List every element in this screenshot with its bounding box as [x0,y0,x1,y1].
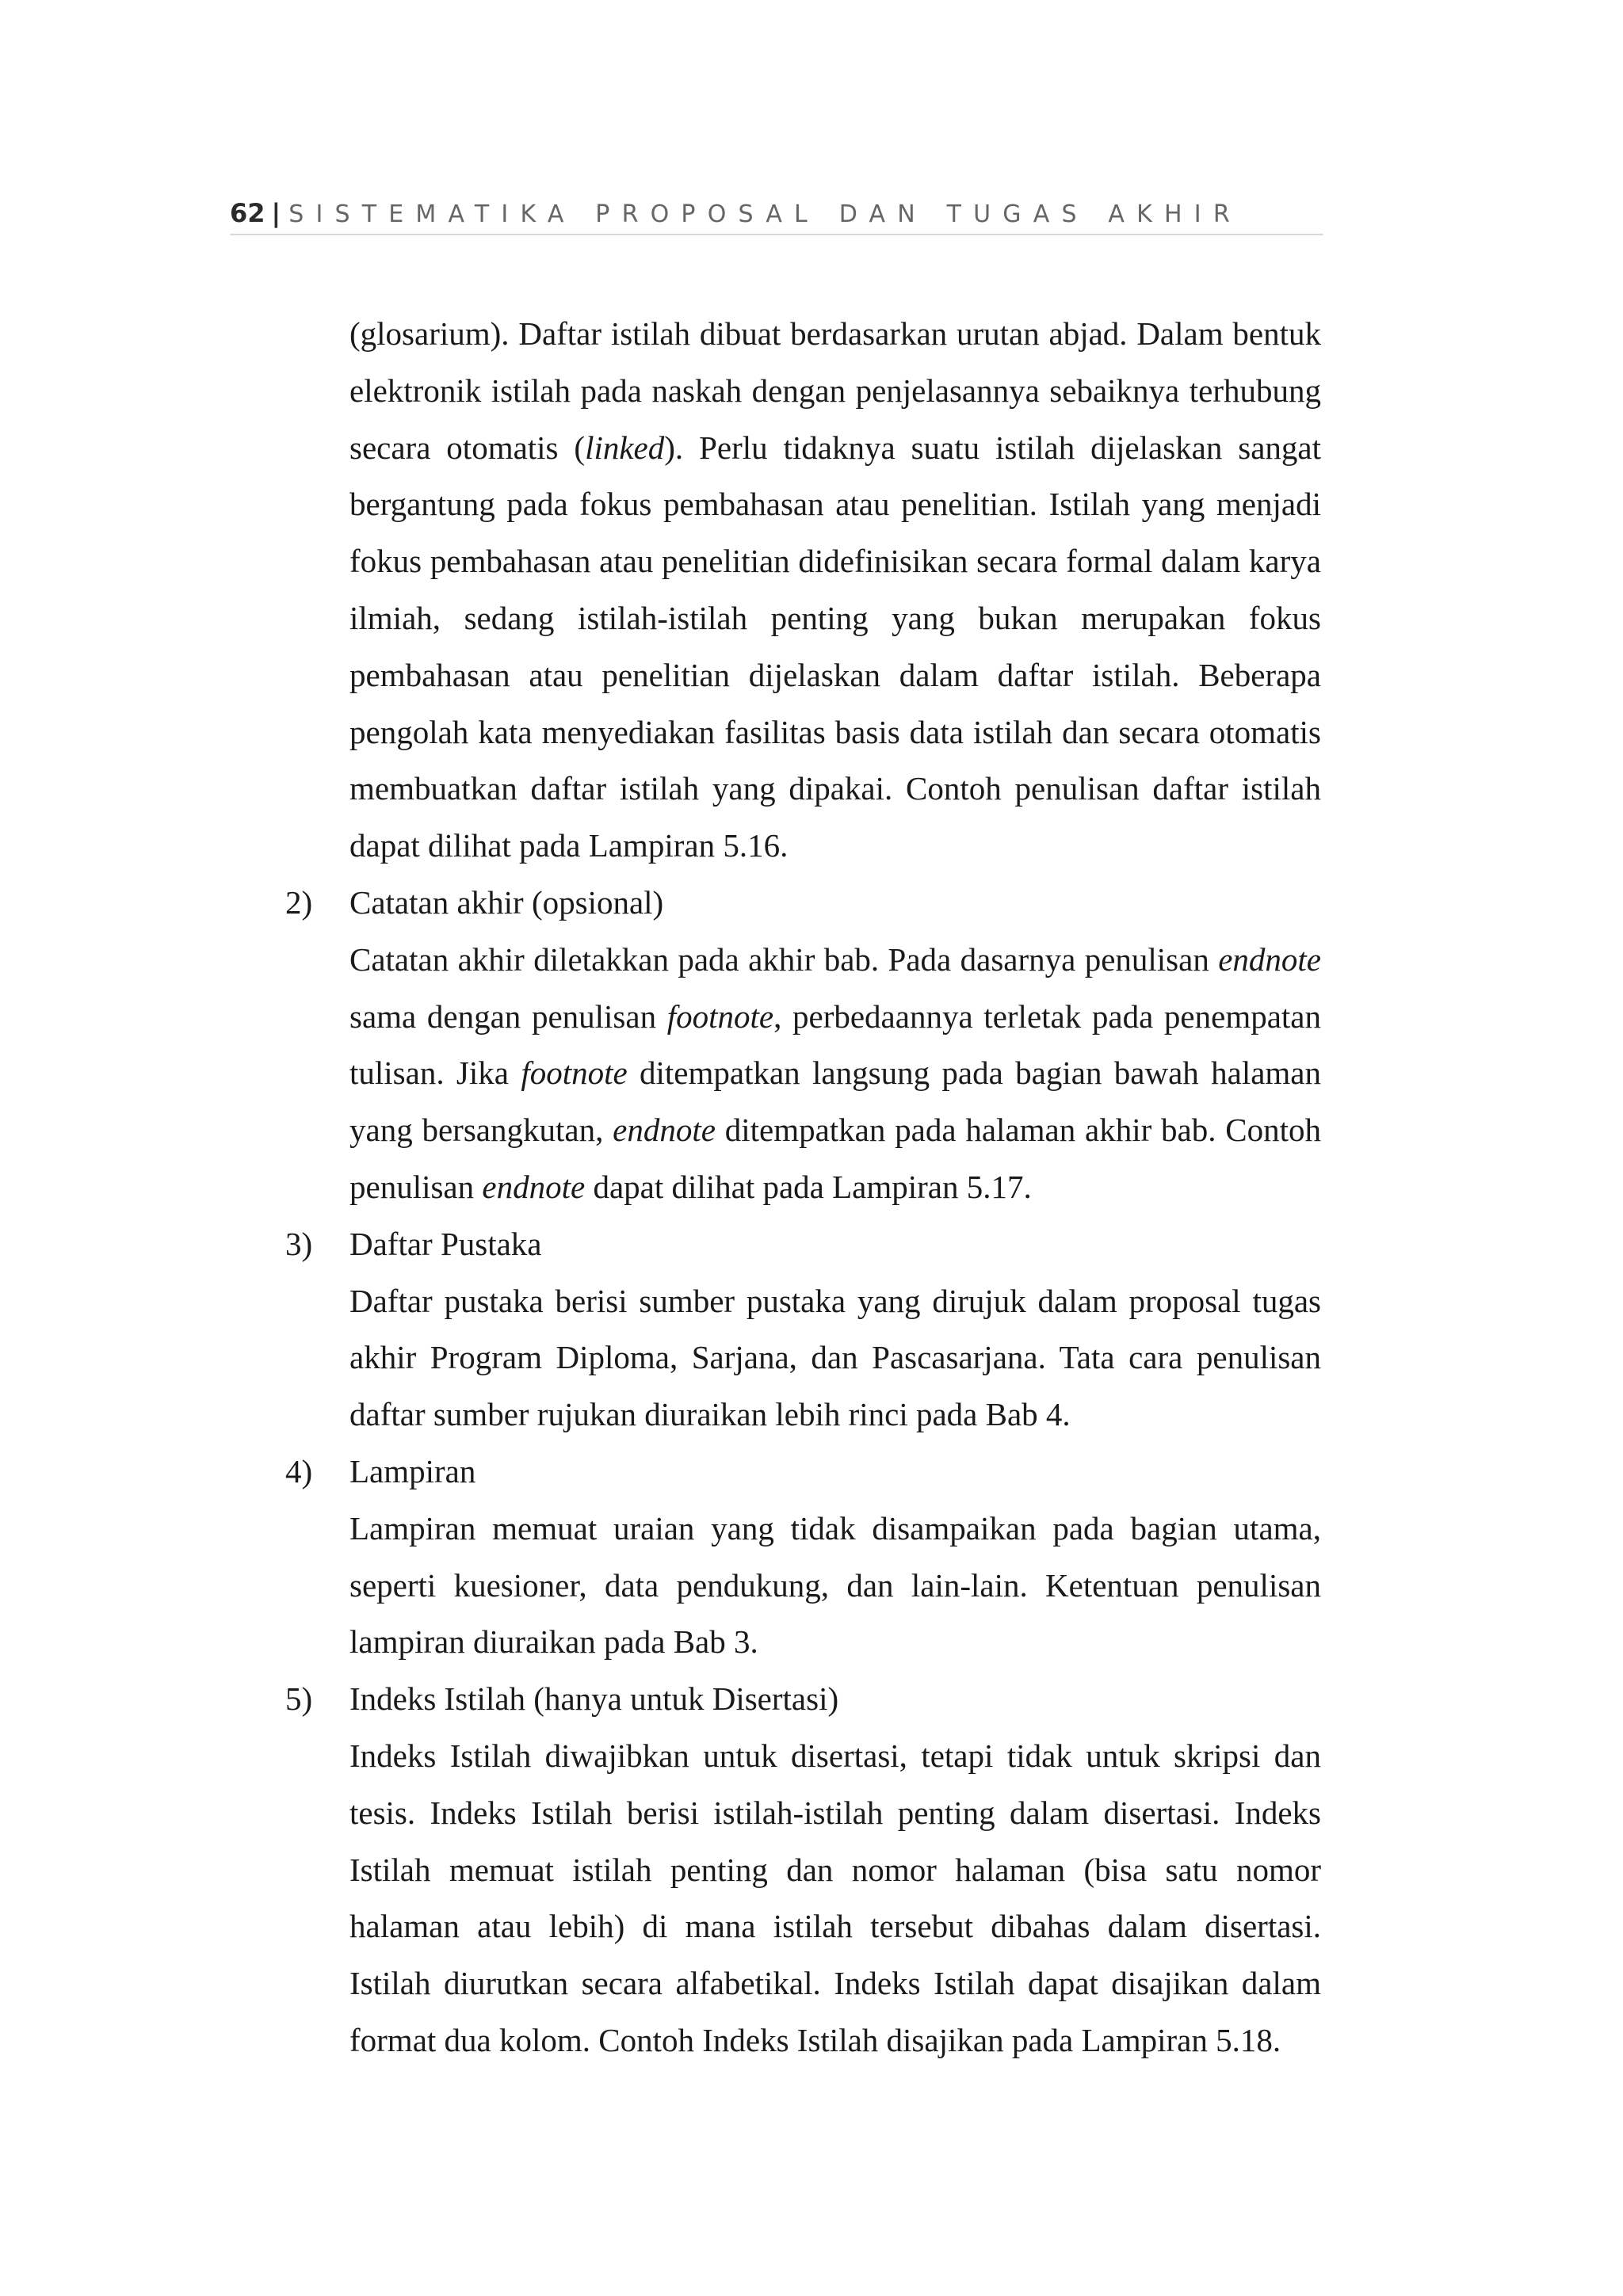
list-item-body: Lampiran memuat uraian yang tidak disampaikan pada bagian utama, seperti kuesioner, data pendukung, dan lain-lain. Ketentuan penulisan lampiran diuraikan pada Bab 3. [349,1509,1321,1661]
italic-term: footnote [521,1055,628,1092]
list-item-body: Indeks Istilah diwajibkan untuk disertasi, tetapi tidak untuk skripsi dan tesis. Indeks Istilah berisi istilah-istilah penting dalam disertasi. Indeks Istilah memuat istilah penting dan nomor halaman (bisa satu nomor halaman atau lebih) di mana istilah tersebut dibahas dalam disertasi. Istilah diurutkan secara alfabetikal. Indeks Istilah dapat disajikan dalam format dua kolom. Contoh Indeks Istilah disajikan pada Lampiran 5.18. [349,1737,1321,2058]
running-title: SISTEMATIKA PROPOSAL DAN TUGAS AKHIR [288,200,1242,228]
list-item-title: Catatan akhir (opsional) [349,883,664,921]
list-item-number: 4) [285,1452,313,1489]
list-item-number: 2) [285,883,313,921]
intro-italic-term: linked [585,429,665,466]
italic-term: endnote [613,1112,716,1149]
body-text-run: , perbedaannya terletak pada penempatan tulisan. Jika [349,997,1321,1092]
list-item-body: Daftar pustaka berisi sumber pustaka yang dirujuk dalam proposal tugas akhir Program Diploma, Sarjana, dan Pascasarjana. Tata cara penulisan daftar sumber rujukan diuraikan lebih rinci pada Bab 4. [349,1282,1321,1433]
running-header [230,193,1323,233]
intro-text-continued: ). Perlu tidaknya suatu istilah dijelaskan sangat bergantung pada fokus pembahasan atau penelitian. Istilah yang menjadi fokus pembahasan atau penelitian didefinisikan secara formal dalam karya ilmiah, sedang istilah-istilah penting yang bukan merupakan fokus pembahasan atau penelitian dijelaskan dalam daftar istilah. Beberapa pengolah kata menyediakan fasilitas basis data istilah dan secara otomatis membuatkan daftar istilah yang dipakai. Contoh penulisan daftar istilah dapat dilihat pada Lampiran 5.16. [349,429,1321,864]
intro-text: (glosarium). Daftar istilah dibuat berdasarkan urutan abjad. Dalam bentuk elektronik istilah pada naskah dengan penjelasannya sebaiknya terhubung secara otomatis ( [349,315,1321,466]
list-item-title: Lampiran [349,1452,476,1489]
list-item-heading [285,1216,1321,1273]
body-text-run: ditempatkan langsung pada bagian bawah halaman yang bersangkutan, [349,1055,1322,1149]
body-text [0,306,1623,2069]
list-item-title: Daftar Pustaka [349,1225,542,1262]
header-rule [230,234,1323,235]
italic-term: endnote [482,1168,586,1205]
body-text-run: Catatan akhir diletakkan pada akhir bab. Pada dasarnya penulisan [349,940,1219,978]
list-item-heading [285,1671,1321,1728]
list-item-body [349,932,1321,1216]
list-item-heading [285,1444,1321,1501]
italic-term: endnote [1218,940,1321,978]
italic-term: footnote [666,997,774,1035]
body-text-run: dapat dilihat pada Lampiran 5.17. [585,1168,1032,1205]
page-number: 62 [230,198,265,228]
list-item-title: Indeks Istilah (hanya untuk Disertasi) [349,1680,839,1718]
header-separator: | [271,198,281,228]
list-item-heading [285,875,1321,932]
body-text-run: sama dengan penulisan [349,997,667,1035]
intro-paragraph [349,306,1321,875]
list-item-number: 3) [285,1225,313,1262]
list-item-number: 5) [285,1680,313,1718]
body-text-run: ditempatkan pada halaman akhir bab. Contoh penulisan [349,1112,1322,1205]
